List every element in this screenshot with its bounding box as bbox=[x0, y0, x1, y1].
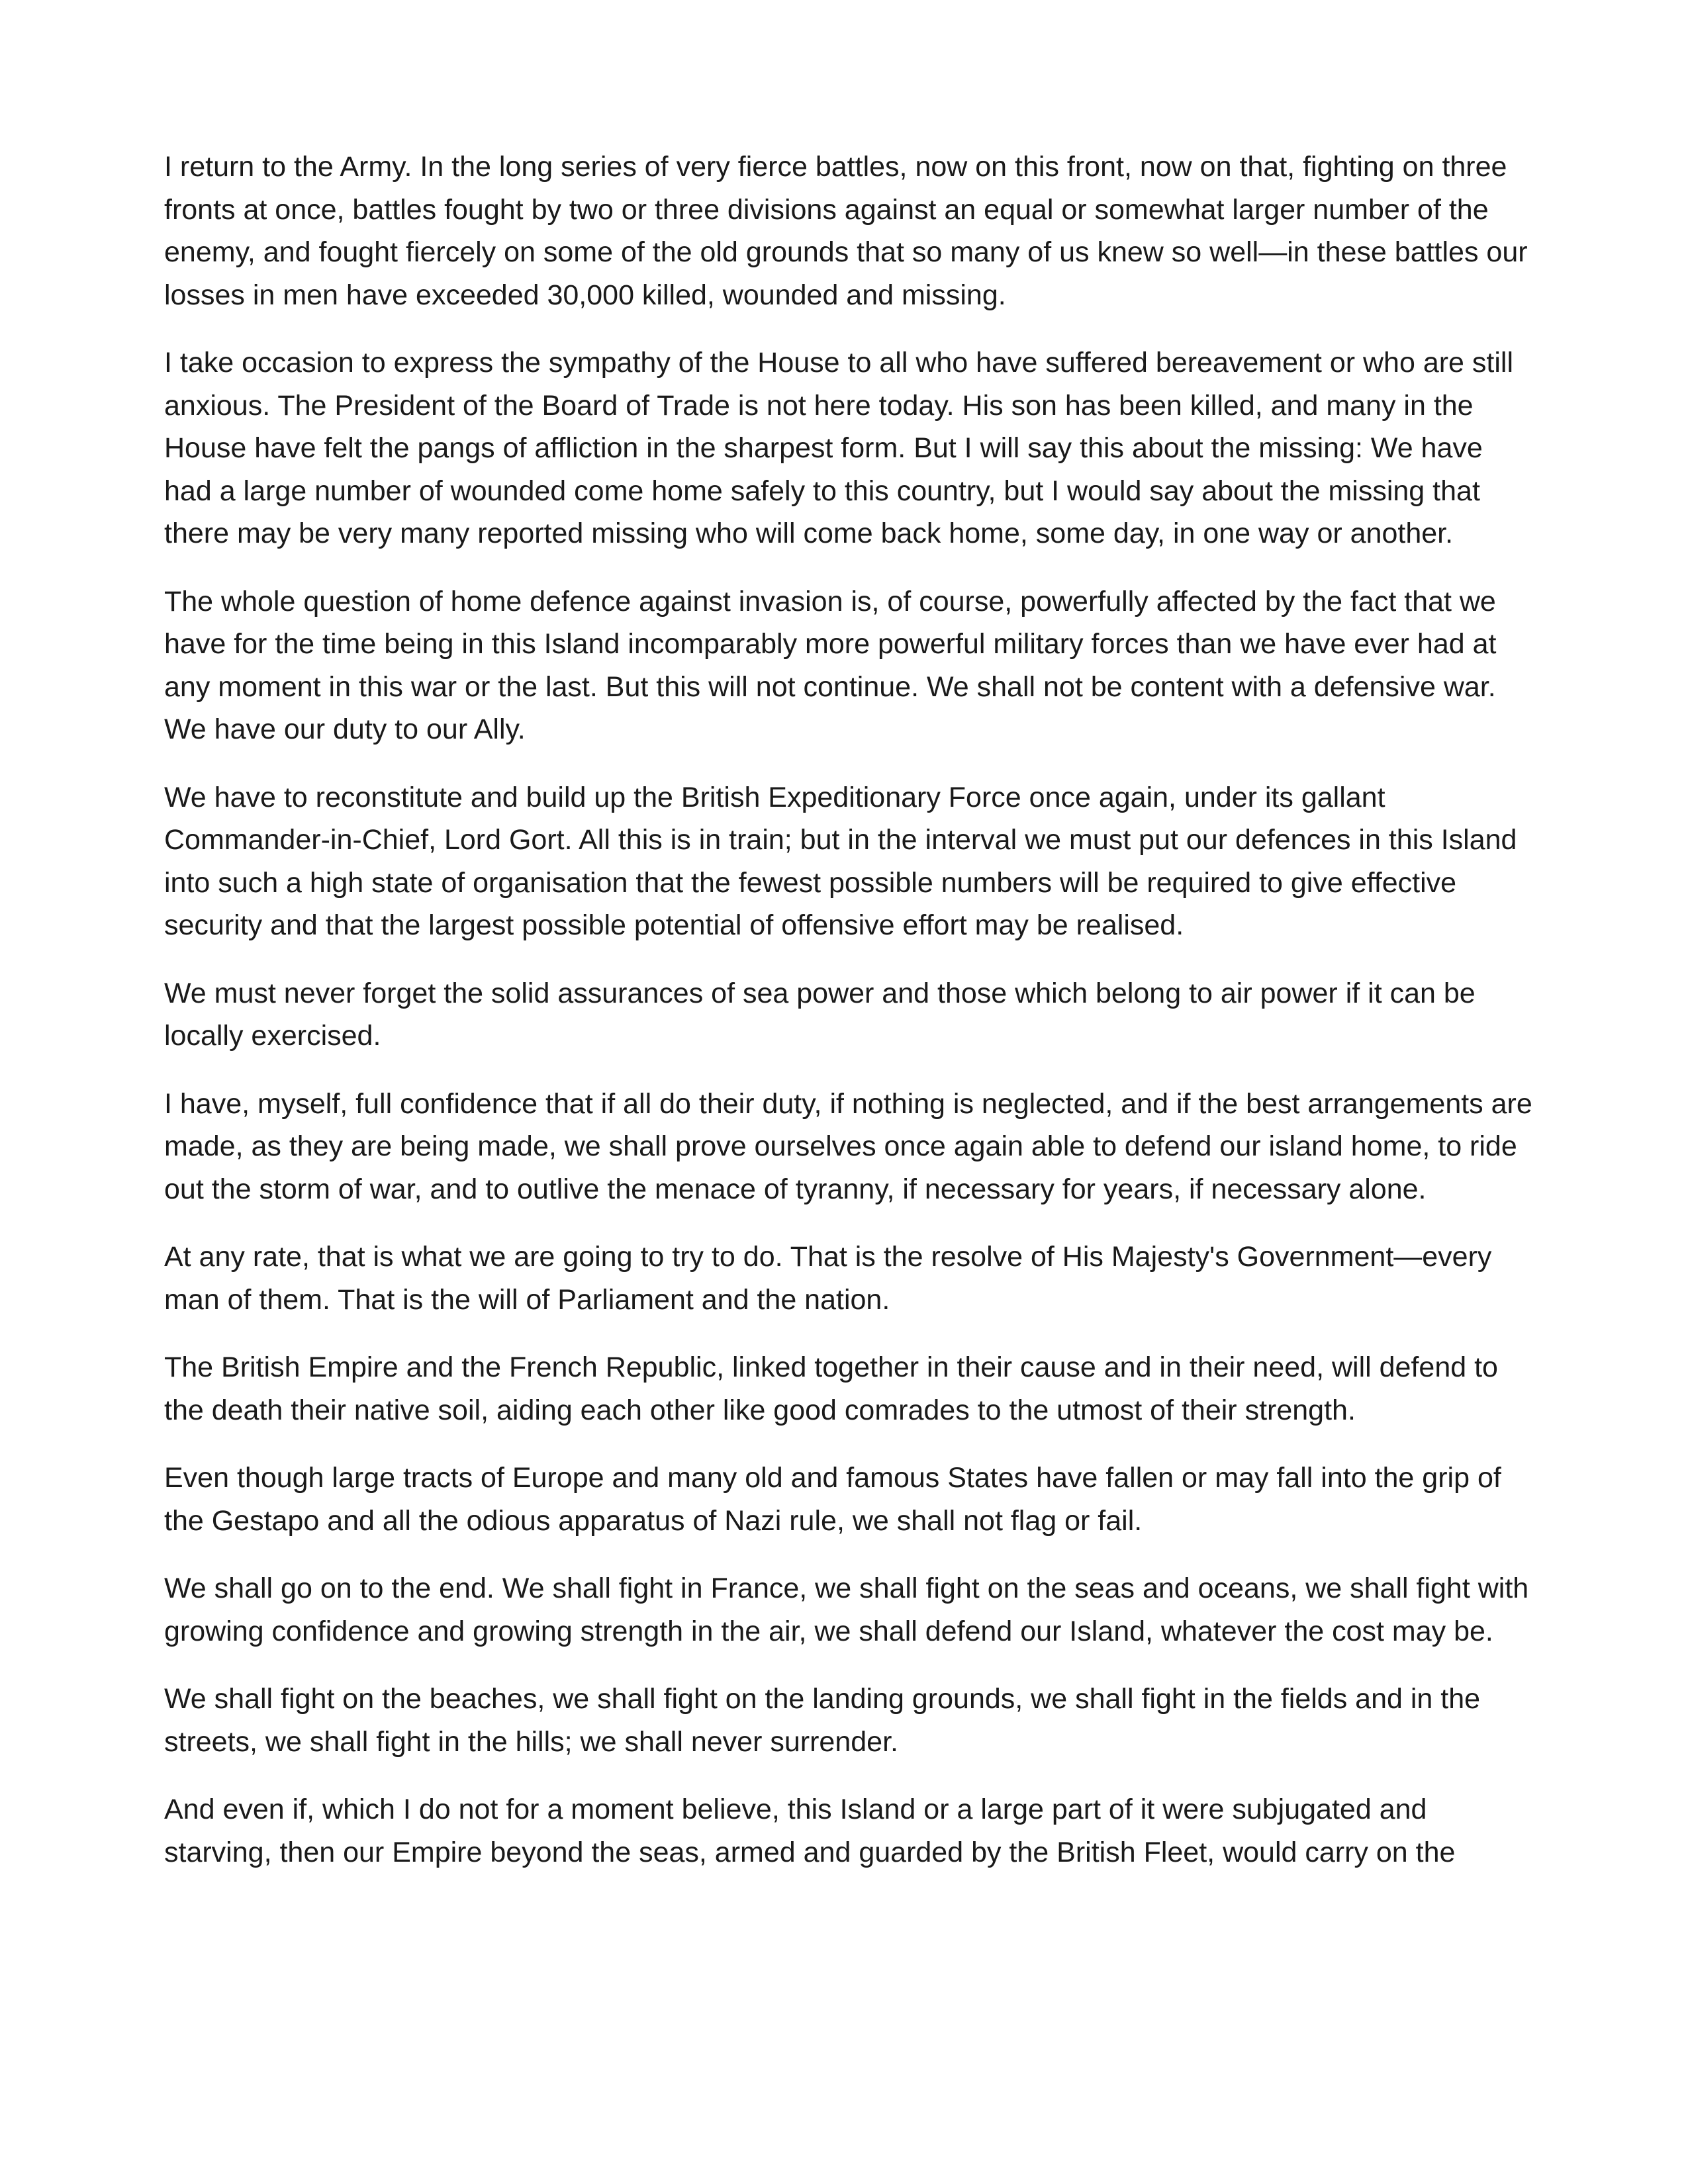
paragraph: We must never forget the solid assurances of sea power and those which belong to air power if it can be locally exercised. bbox=[164, 977, 1476, 1052]
paragraph: I take occasion to express the sympathy of the House to all who have suffered bereavement or who are still anxious. The President of the Board of Trade is not here today. His son has been killed, and many in the House have felt the pangs of affliction in the sharpest form. But I will say this about the missing: We have had a large number of wounded come home safely to this country, but I would say about the missing that there may be very many reported missing who will come back home, some day, in one way or another. bbox=[164, 347, 1514, 549]
paragraph: We shall fight on the beaches, we shall fight on the landing grounds, we shall fight in the fields and in the streets, we shall fight in the hills; we shall never surrender. bbox=[164, 1683, 1481, 1758]
paragraph: We shall go on to the end. We shall fight in France, we shall fight on the seas and oceans, we shall fight with growing confidence and growing strength in the air, we shall defend our Island, whatever the cost may be. bbox=[164, 1572, 1529, 1647]
paragraph: Even though large tracts of Europe and many old and famous States have fallen or may fall into the grip of the Gestapo and all the odious apparatus of Nazi rule, we shall not flag or fail. bbox=[164, 1462, 1501, 1537]
paragraph: The British Empire and the French Republic, linked together in their cause and in their need, will defend to the death their native soil, aiding each other like good comrades to the utmost of their strength. bbox=[164, 1351, 1498, 1426]
document-body bbox=[164, 146, 1536, 1899]
paragraph: The whole question of home defence against invasion is, of course, powerfully affected by the fact that we have for the time being in this Island incomparably more powerful military forces than we have ever had at any moment in this war or the last. But this will not continue. We shall not be content with a defensive war. We have our duty to our Ally. bbox=[164, 585, 1497, 745]
paragraph: And even if, which I do not for a moment believe, this Island or a large part of it were subjugated and starving, then our Empire beyond the seas, armed and guarded by the British Fleet, would carry on the bbox=[164, 1794, 1456, 1868]
paragraph: I return to the Army. In the long series of very fierce battles, now on this front, now on that, fighting on three fronts at once, battles fought by two or three divisions against an equal or somewhat larger number of the enemy, and fought fiercely on some of the old grounds that so many of us knew so well—in these battles our losses in men have exceeded 30,000 killed, wounded and missing. bbox=[164, 151, 1528, 311]
paragraph: At any rate, that is what we are going to try to do. That is the resolve of His Majesty's Government—every man of them. That is the will of Parliament and the nation. bbox=[164, 1241, 1492, 1316]
paragraph: We have to reconstitute and build up the British Expeditionary Force once again, under its gallant Commander-in-Chief, Lord Gort. All this is in train; but in the interval we must put our defences in this Island into such a high state of organisation that the fewest possible numbers will be required to give effective security and that the largest possible potential of offensive effort may be realised. bbox=[164, 781, 1517, 941]
paragraph: I have, myself, full confidence that if all do their duty, if nothing is neglected, and if the best arrangements are made, as they are being made, we shall prove ourselves once again able to defend our island home, to ride out the storm of war, and to outlive the menace of tyranny, if necessary for years, if necessary alone. bbox=[164, 1087, 1532, 1205]
